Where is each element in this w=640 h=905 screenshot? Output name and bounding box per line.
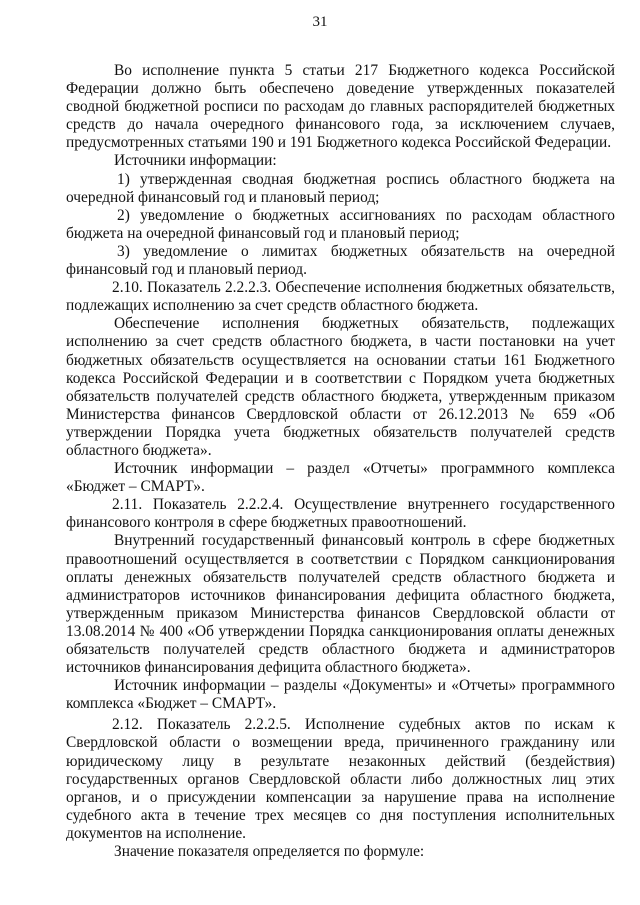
paragraph-source-smart: Источник информации – раздел «Отчеты» программного комплекса «Бюджет – СМАРТ». bbox=[66, 460, 615, 496]
paragraph-obligations: Обеспечение исполнения бюджетных обязательств, подлежащих исполнению за счет средств областного бюджета, в части постановки на учет бюджетных обязательств осуществляется на основании статьи 161 Бюджетного кодекса Российской Федерации и в соответствии с Порядком учета бюджетных обязательств получателей средств областного бюджета, утвержденным приказом Министерства финансов Свердловской области от 26.12.2013 № 659 «Об утверждении Порядка учета бюджетных обязательств получателей средств областного бюджета». bbox=[66, 315, 615, 459]
list-item-1: 1) утвержденная сводная бюджетная роспись областного бюджета на очередной финансовый год и плановый период; bbox=[66, 170, 615, 206]
document-body bbox=[66, 62, 615, 861]
paragraph-2-12: 2.12. Показатель 2.2.2.5. Исполнение судебных актов по искам к Свердловской области о возмещении вреда, причиненного гражданину или юридическому лицу в результате незаконных действий (бездействия) государственных органов Свердловской области либо должностных лиц этих органов, и о присуждении компенсации за нарушение права на исполнение судебного акта в течение трех месяцев со дня поступления исполнительных документов на исполнение. bbox=[66, 716, 615, 842]
paragraph-internal-control: Внутренний государственный финансовый контроль в сфере бюджетных правоотношений осуществляется в соответствии с Порядком санкционирования оплаты денежных обязательств получателей средств областного бюджета и администраторов источников финансирования дефицита областного бюджета, утвержденным приказом Министерства финансов Свердловской области от 13.08.2014 № 400 «Об утверждении Порядка санкционирования оплаты денежных обязательств получателей средств областного бюджета и администраторов источников финансирования дефицита областного бюджета». bbox=[66, 532, 615, 677]
paragraph-2-11: 2.11. Показатель 2.2.2.4. Осуществление внутреннего государственного финансового контроля в сфере бюджетных правоотношений. bbox=[66, 496, 615, 532]
paragraph-sources-heading: Источники информации: bbox=[114, 152, 277, 170]
paragraph-budget-code: Во исполнение пункта 5 статьи 217 Бюджетного кодекса Российской Федерации должно быть обеспечено доведение утвержденных показателей сводной бюджетной росписи по расходам до главных распорядителей бюджетных средств до начала очередного финансового года, за исключением случаев, предусмотренных статьями 190 и 191 Бюджетного кодекса Российской Федерации. bbox=[66, 62, 615, 152]
list-item-2: 2) уведомление о бюджетных ассигнованиях по расходам областного бюджета на очередной финансовый год и плановый период; bbox=[66, 206, 615, 242]
paragraph-source-documents: Источник информации – разделы «Документы» и «Отчеты» программного комплекса «Бюджет – СМАРТ». bbox=[66, 677, 615, 713]
page-number: 31 bbox=[312, 14, 328, 30]
list-item-3: 3) уведомление о лимитах бюджетных обязательств на очередной финансовый год и плановый период. bbox=[66, 242, 615, 279]
paragraph-formula-intro: Значение показателя определяется по формуле: bbox=[114, 843, 425, 861]
paragraph-2-10: 2.10. Показатель 2.2.2.3. Обеспечение исполнения бюджетных обязательств, подлежащих исполнению за счет средств областного бюджета. bbox=[66, 279, 615, 315]
